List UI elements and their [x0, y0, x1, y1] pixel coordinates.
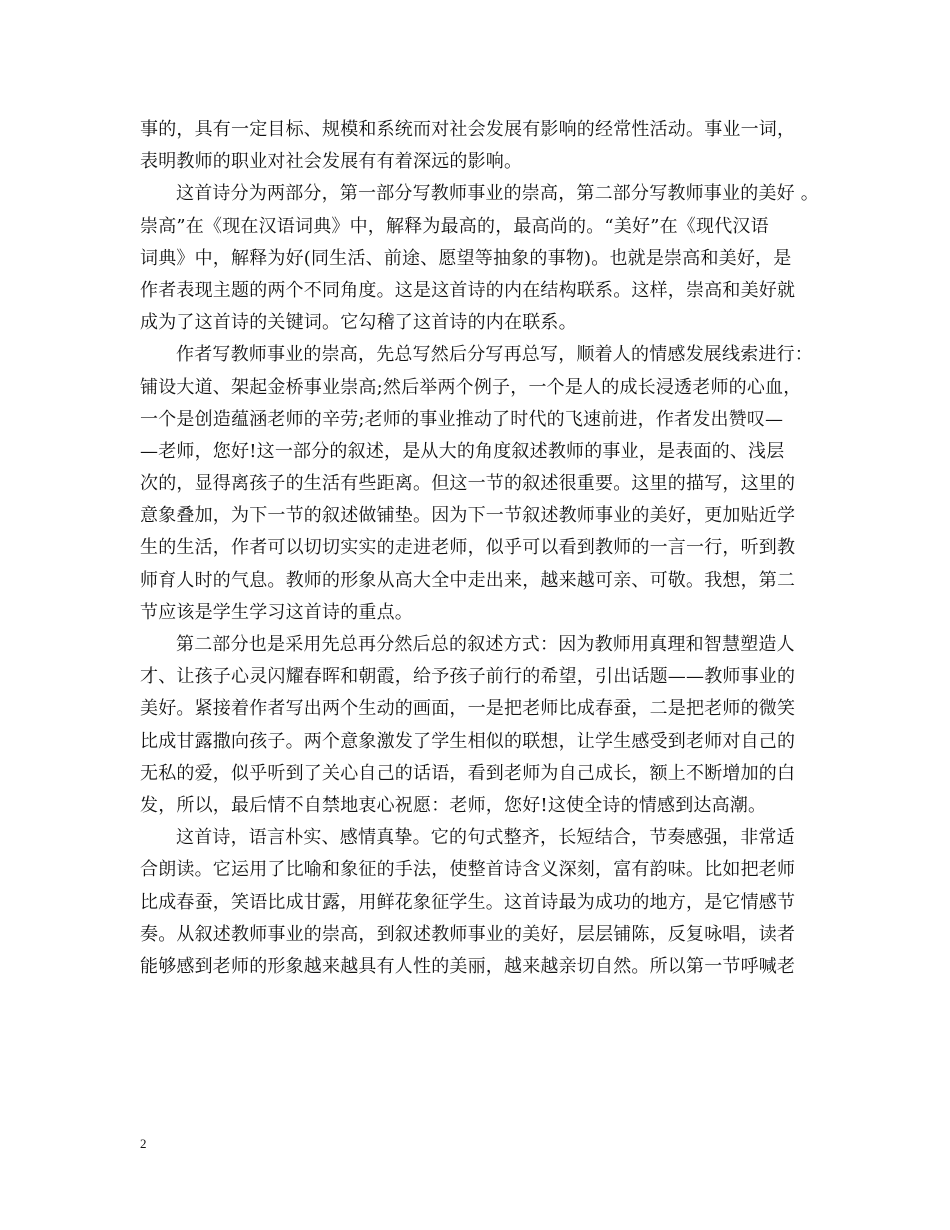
text-line: 生的生活，作者可以切切实实的走进老师，似乎可以看到教师的一言一行，听到教	[140, 537, 796, 559]
text-line: 奏。从叙述教师事业的崇高，到叙述教师事业的美好，层层铺陈，反复咏唱，读者	[140, 923, 796, 945]
text-line: 比成甘露撒向孩子。两个意象激发了学生相似的联想，让学生感受到老师对自己的	[140, 730, 796, 752]
text-line: 师育人时的气息。教师的形象从高大全中走出来，越来越可亲、可敬。我想，第二	[140, 569, 796, 591]
text-line: 铺设大道、架起金桥事业崇高;然后举两个例子，一个是人的成长浸透老师的心血，	[140, 376, 802, 398]
text-line: 作者表现主题的两个不同角度。这是这首诗的内在结构联系。这样，崇高和美好就	[140, 279, 796, 301]
paragraph-start-line: 第二部分也是采用先总再分然后总的叙述方式：因为教师用真理和智慧塑造人	[176, 634, 795, 655]
document-body	[140, 114, 830, 983]
text-line: 一个是创造蕴涵老师的辛劳;老师的事业推动了时代的飞速前进，作者发出赞叹—	[140, 408, 784, 430]
text-line: 美好。紧接着作者写出两个生动的画面，一是把老师比成春蚕，二是把老师的微笑	[140, 698, 796, 720]
text-line: 合朗读。它运用了比喻和象征的手法，使整首诗含义深刻，富有韵味。比如把老师	[140, 859, 796, 881]
text-line: 发，所以，最后情不自禁地衷心祝愿：老师，您好!这使全诗的情感到达高潮。	[140, 794, 767, 816]
text-line: —老师，您好!这一部分的叙述，是从大的角度叙述教师的事业，是表面的、浅层	[140, 440, 785, 462]
text-line: 成为了这首诗的关键词。它勾稽了这首诗的内在联系。	[140, 312, 577, 334]
text-line: 次的，显得离孩子的生活有些距离。但这一节的叙述很重要。这里的描写，这里的	[140, 473, 796, 495]
paragraph-start-line: 作者写教师事业的崇高，先总写然后分写再总写，顺着人的情感发展线索进行：	[176, 344, 813, 366]
text-line: 无私的爱，似乎听到了关心自己的话语，看到老师为自己成长，额上不断增加的白	[140, 762, 796, 784]
text-line: 表明教师的职业对社会发展有有着深远的影响。	[140, 151, 523, 173]
text-line: 比成春蚕，笑语比成甘露，用鲜花象征学生。这首诗最为成功的地方，是它情感节	[140, 891, 796, 913]
text-line: 能够感到老师的形象越来越具有人性的美丽，越来越亲切自然。所以第一节呼喊老	[140, 955, 796, 977]
paragraph-start-line: 这首诗，语言朴实、感情真挚。它的句式整齐，长短结合，节奏感强，非常适	[176, 827, 795, 849]
text-line: 才、让孩子心灵闪耀春晖和朝霞，给予孩子前行的希望，引出话题——教师事业的	[140, 666, 796, 688]
text-line: 节应该是学生学习这首诗的重点。	[140, 601, 413, 623]
page-number: 2	[140, 1136, 147, 1151]
text-line: 崇高”在《现在汉语词典》中，解释为最高的，最高尚的。“美好”在《现代汉语	[140, 215, 769, 237]
paragraph-start-line: 这首诗分为两部分，第一部分写教师事业的崇高，第二部分写教师事业的美好 。	[176, 183, 819, 205]
text-line: 词典》中，解释为好(同生活、前途、愿望等抽象的事物)。也就是崇高和美好，是	[140, 247, 792, 269]
text-line: 意象叠加，为下一节的叙述做铺垫。因为下一节叙述教师事业的美好，更加贴近学	[140, 505, 796, 527]
text-line: 事的，具有一定目标、规模和系统而对社会发展有影响的经常性活动。事业一词，	[140, 119, 796, 140]
